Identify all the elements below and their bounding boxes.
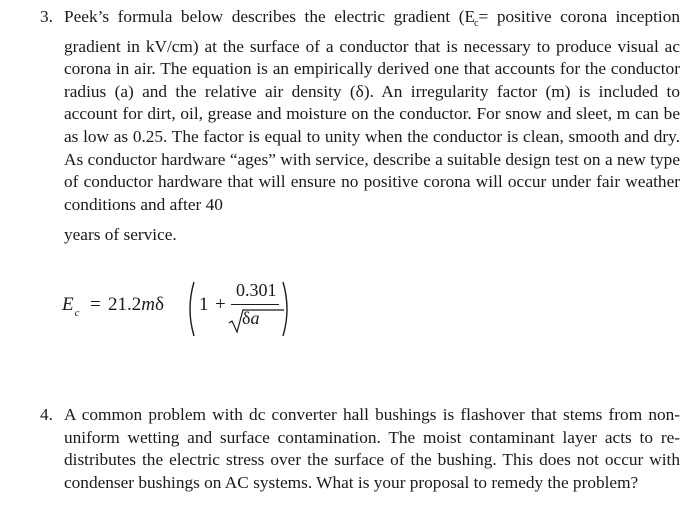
problem-3 [40, 6, 680, 247]
peek-formula [62, 282, 322, 342]
problem-3-subscript-c: c [474, 18, 479, 29]
equation-lhs: $E_c$ [62, 294, 80, 319]
right-paren [281, 280, 293, 338]
equation-lhs-subscript: c [74, 307, 80, 319]
problem-3-last-line: years of service. [64, 225, 177, 245]
equation-plus: + [215, 294, 226, 315]
problem-3-number: 3. [40, 7, 53, 26]
problem-4 [40, 404, 680, 494]
problem-4-body: A common problem with dc converter hall bushings is flashover that stems from non-uniform wetting and surface contamination. The moist contaminant layer acts to re-distributes the electric stress over the surface of the bushing. This does not occur with condenser bushings on AC systems. What is your proposal to remedy the problem? [64, 405, 680, 492]
problem-3-text [40, 6, 680, 216]
fraction-numerator: 0.301 [236, 280, 277, 300]
fraction-bar [231, 304, 279, 305]
problem-4-number: 4. [40, 405, 53, 424]
problem-3-text-b: = positive corona inception gradient in kV/cm) at the surface of a conductor that is necessary to produce visual ac corona in air. The equation is an empirically derived one that accounts for the conductor radius (a) and the relative air density (δ). An irregularity factor (m) is included to account for dirt, oil, grease and moisture on the conductor. For snow and sleet, m can be as low as 0.25. The factor is equal to unity when the conductor is clean, smooth and dry. As conductor hardware “ages” with service, describe a suitable design test on a new type of conductor hardware that will ensure no positive corona will occur under fair weather conditions and after 40 [64, 7, 680, 214]
problem-4-text [40, 404, 680, 494]
denominator-delta: δ [242, 308, 251, 328]
denominator-a: a [250, 308, 260, 328]
problem-3-text-a: Peek’s formula below describes the electric gradient (E [64, 7, 476, 26]
left-paren [184, 280, 196, 338]
equation-coefficient: 21.2mδ [108, 294, 164, 315]
equation-one: 1 [199, 294, 209, 315]
equation-equals: = [90, 294, 101, 315]
